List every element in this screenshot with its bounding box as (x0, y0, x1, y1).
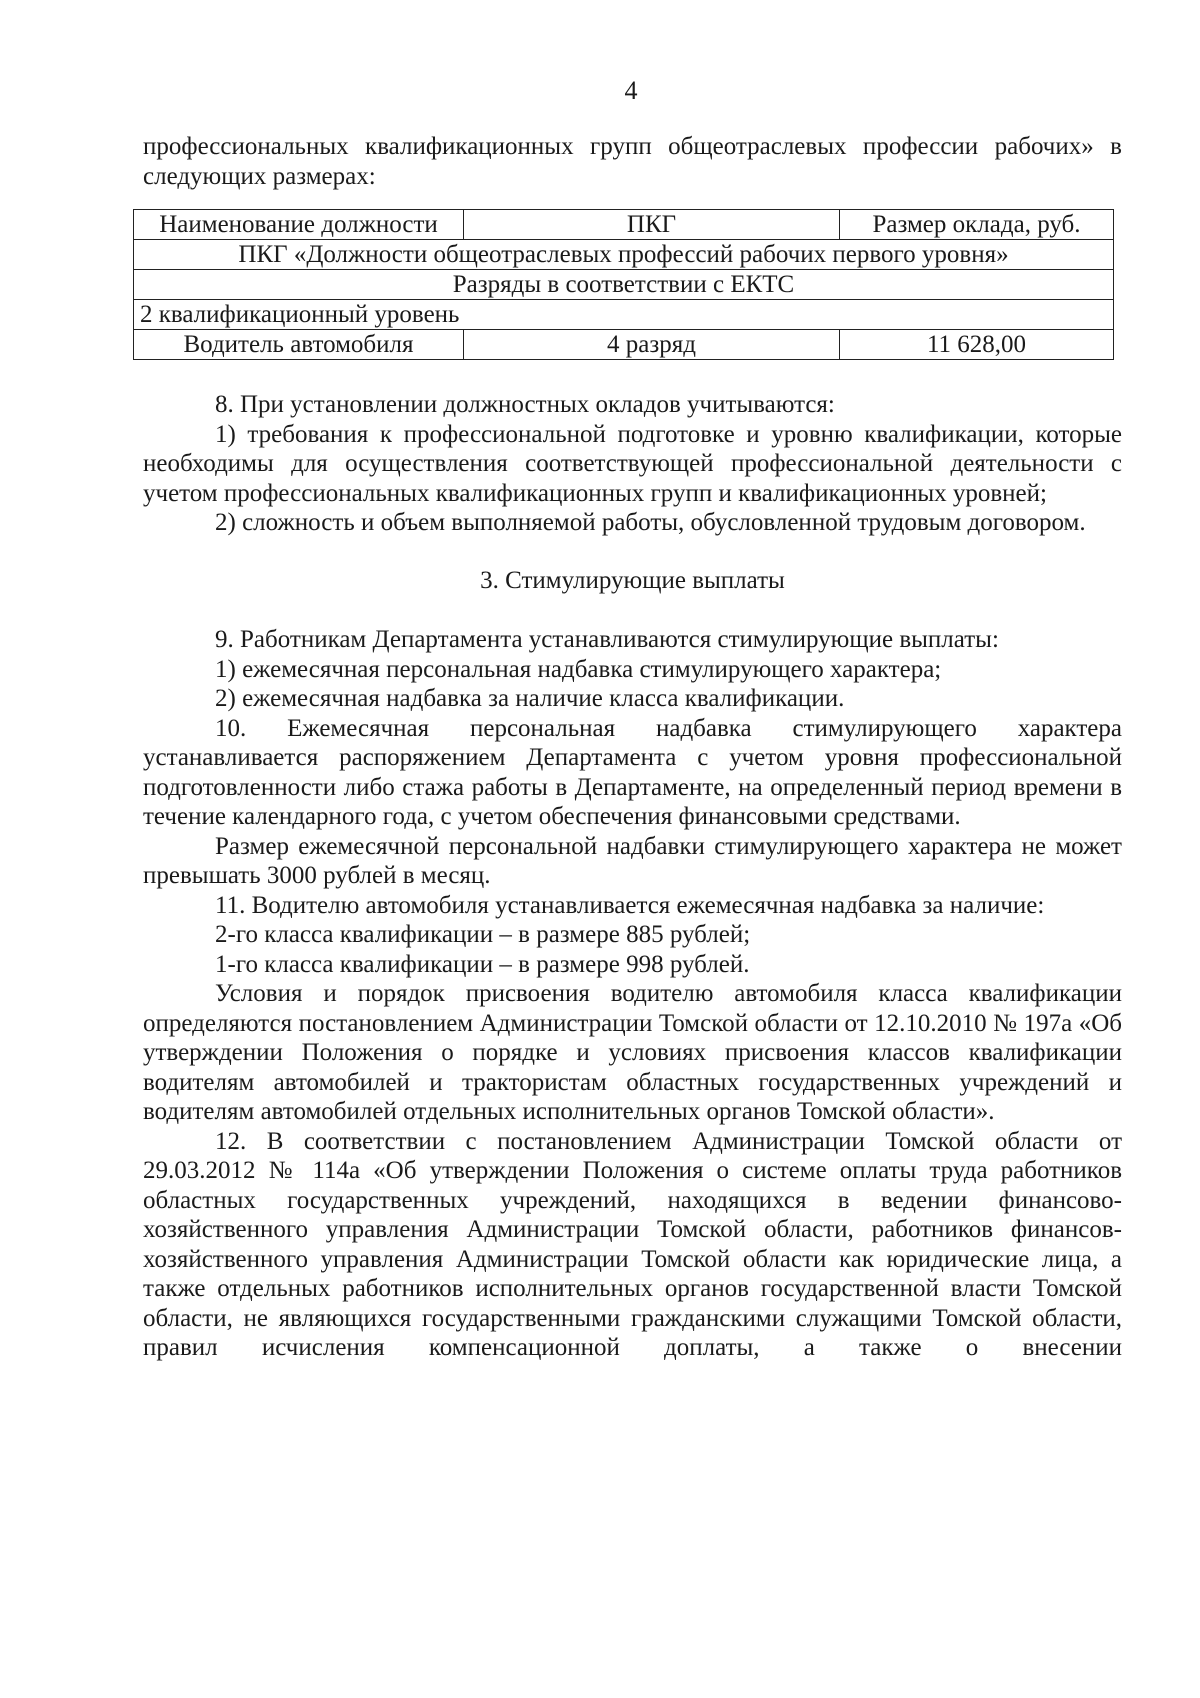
cell-salary: 11 628,00 (840, 330, 1114, 360)
cell-position: Водитель автомобиля (134, 330, 464, 360)
spacer (143, 360, 1122, 390)
intro-paragraph: профессиональных квалификационных групп общеотраслевых профессии рабочих» в следующих размерах: (143, 133, 1122, 190)
table-level-row (134, 300, 1114, 330)
paragraph-10-limit: Размер ежемесячной персональной надбавки стимулирующего характера не может превышать 3000 рублей в месяц. (143, 832, 1122, 889)
paragraph-11: 11. Водителю автомобиля устанавливается ежемесячная надбавка за наличие: (215, 891, 1045, 919)
paragraph-9: 9. Работникам Департамента устанавливаются стимулирующие выплаты: (215, 626, 999, 653)
subgroup-title: Разряды в соответствии с ЕКТС (134, 270, 1114, 300)
section-heading: 3. Стимулирующие выплаты (480, 566, 785, 594)
paragraph-9-1: 1) ежемесячная персональная надбавка стимулирующего характера; (215, 655, 942, 683)
group-title: ПКГ «Должности общеотраслевых профессий рабочих первого уровня» (134, 240, 1114, 270)
table-header-row (134, 210, 1114, 240)
paragraph-11-1: 2-го класса квалификации – в размере 885 рублей; (215, 921, 751, 948)
paragraph-8-1: 1) требования к профессиональной подготовке и уровню квалификации, которые необходимы для осуществления соответствующей профессиональной деятельности с учетом профессиональных квалификационных групп и квалификационных уровней; (143, 420, 1122, 507)
salary-table (133, 209, 1114, 360)
paragraph-11-conditions: Условия и порядок присвоения водителю автомобиля класса квалификации определяются постановлением Администрации Томской области от 12.10.2010 № 197а «Об утверждении Положения о порядке и условиях присвоения классов квалификации водителям автомобилей и трактористам областных государственных учреждений и водителям автомобилей отдельных исполнительных органов Томской области». (143, 980, 1122, 1125)
paragraph-9-2: 2) ежемесячная надбавка за наличие класса квалификации. (215, 685, 845, 712)
table-row (134, 330, 1114, 360)
table-subgroup-row (134, 270, 1114, 300)
header-salary: Размер оклада, руб. (840, 210, 1114, 240)
header-pkg: ПКГ (464, 210, 840, 240)
table-group-row (134, 240, 1114, 270)
paragraph-8: 8. При установлении должностных окладов учитываются: (215, 391, 835, 418)
header-position: Наименование должности (134, 210, 464, 240)
paragraph-12: 12. В соответствии с постановлением Администрации Томской области от 29.03.2012 № 114а «Об утверждении Положения о системе оплаты труда работников областных государственных учреждений, находящихся в ведении финансово-хозяйственного управления Администрации Томской области, работников финансов-хозяйственного управления Администрации Томской области как юридические лица, а также отдельных работников исполнительных органов государственной власти Томской области, не являющихся государственными гражданскими служащими Томской области, правил исчисления компенсационной доплаты, а также о внесении (143, 1127, 1122, 1361)
paragraph-11-2: 1-го класса квалификации – в размере 998 рублей. (215, 950, 750, 978)
page-number: 4 (624, 76, 638, 105)
cell-grade: 4 разряд (464, 330, 840, 360)
paragraph-8-2: 2) сложность и объем выполняемой работы, обусловленной трудовым договором. (215, 509, 1086, 536)
document-body (140, 132, 1122, 1363)
paragraph-10: 10. Ежемесячная персональная надбавка стимулирующего характера устанавливается распоряжением Департамента с учетом уровня профессиональной подготовленности либо стажа работы в Департаменте, на определенный период времени в течение календарного года, с учетом обеспечения финансовыми средствами. (143, 714, 1122, 830)
level-title: 2 квалификационный уровень (134, 300, 1114, 330)
